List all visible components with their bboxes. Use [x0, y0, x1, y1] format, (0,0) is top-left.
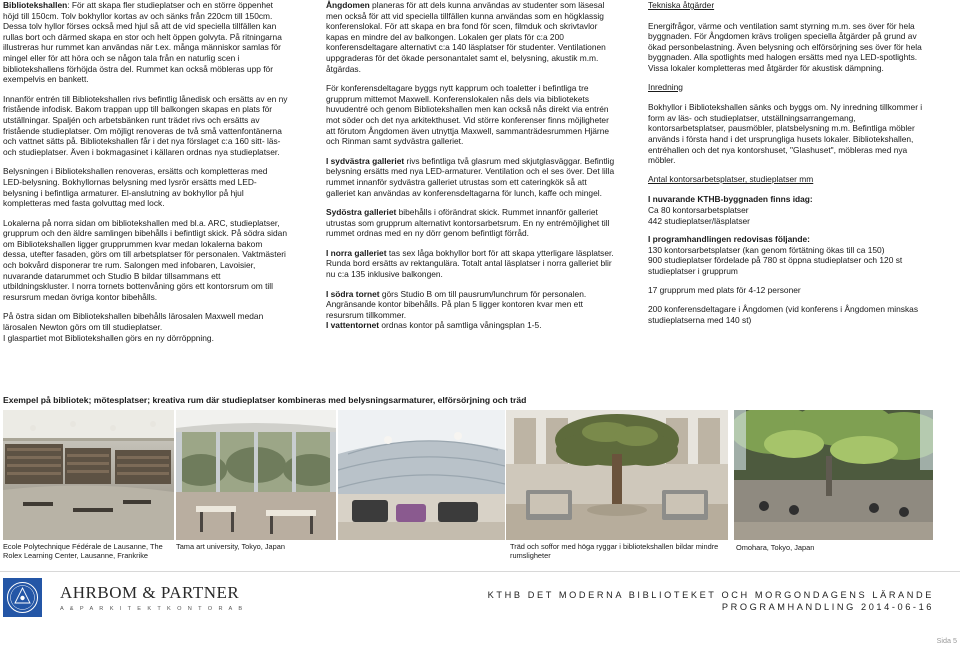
page-number: Sida 5 — [936, 636, 957, 645]
text-column-1 — [3, 0, 288, 352]
paragraph-sodra-tornet: I södra tornet görs Studio B om till pausrum/lunchrum för personalen. Angränsande kontor bibehålls. På plan 5 ligger kontoren kvar men ett resursrum tillkommer. — [326, 288, 587, 320]
brand-name: AHRBOM & PARTNER — [60, 583, 240, 602]
paragraph: Belysningen i Bibliotekshallen renoveras, ersätts och kompletteras med LED-belysning. Bokhyllornas belysning med lysrör ersätts med LED-belysning i befintliga armaturer. El-anslutning av bokhyllor på hjul kompletteras med fasta golvuttag med lock. — [3, 166, 268, 209]
stats-line: Ca 80 kontorsarbetsplatser — [648, 204, 749, 215]
paragraph-angdomen: Ångdomen planeras för att dels kunna användas av studenter som läsesal men också för att vid speciella tillfällen kunna användas som en högklassig konferenslokal. För att skapa en bra fond för scen, filmduk och skrivtavlor kapas en mindre del av balkongen. Lokalen ger plats för c:a 200 konferensdeltagare alternativt c:a 140 läsplatser för studenter. Ventilationen uppgraderas för det ökade personantalet samt el, belysning, akustik m.m. åtgärdas. — [326, 0, 606, 74]
paragraph-lead: I sydvästra galleriet — [326, 155, 405, 166]
paragraph-lead: I vattentornet — [326, 320, 380, 331]
photo-tama-art-university — [176, 410, 336, 540]
project-title-line: KTHB DET MODERNA BIBLIOTEKET OCH MORGONDAGENS LÄRANDE — [487, 590, 934, 600]
stats-title: I nuvarande KTHB-byggnaden finns idag: — [648, 194, 813, 205]
stats-line: 900 studieplatser fördelade på 780 st öppna studieplatser och 120 st studieplatser i grupprum — [648, 255, 903, 276]
caption-photo-5: Omohara, Tokyo, Japan — [736, 543, 815, 552]
photo-row — [0, 410, 960, 540]
paragraph-sydostra-galleriet: Sydöstra galleriet bibehålls i oförändrat skick. Rummet innanför galleriet utrustas som grupprum alternativt kontorsarbetsrum. En ny entrémöjlighet till rummet ordnas med en ny dörr genom befintligt förråd. — [326, 207, 610, 239]
stats-line: 17 grupprum med plats för 4-12 personer — [648, 285, 801, 296]
project-title — [488, 589, 934, 613]
paragraph-lead: Sydöstra galleriet — [326, 207, 397, 218]
stats-line: 442 studieplatser/läsplatser — [648, 215, 750, 226]
paragraph-lead: I södra tornet — [326, 288, 380, 299]
heading-inredning: Inredning — [648, 81, 683, 92]
paragraph-norra-galleriet: I norra galleriet tas sex låga bokhyllor bort för att skapa ytterligare läsplatser. Runda bord ersätts av rektangulära. Totalt antal läsplatser i norra galleriet blir nu c:a 135 inklusive balkongen. — [326, 247, 614, 280]
paragraph: För konferensdeltagare byggs nytt kapprum och toaletter i befintliga tre grupprum mittemot Maxwell. Konferenslokalen nås dels via bibliotekets huvudentré och genom Bibliotekshallen men kan också nås direkt via entrén mot söder och det nya arkitekthuset. Vid större konferenser finns möjligheter att förutom Ångdomen även utnyttja Maxwell, sammanträdesrummen Hjärne och Rinman samt sydvästra galleriet. — [326, 83, 610, 147]
caption-photo-2: Tama art university, Tokyo, Japan — [176, 542, 285, 551]
caption-photo-4: Träd och soffor med höga ryggar i bibliotekshallen bildar mindre rumsligheter — [510, 542, 719, 561]
heading-tekniska-atgarder: Tekniska åtgärder — [648, 0, 715, 10]
examples-heading: Exempel på bibliotek; mötesplatser; kreativa rum där studieplatser kombineras med belysningsarmaturer, elförsörjning och träd — [3, 395, 527, 405]
text-column-3 — [648, 0, 928, 333]
photo-rolex-interior — [338, 410, 505, 540]
paragraph: Bokhyllor i Bibliotekshallen sänks och byggs om. Ny inredning tillkommer i form av läs- och studieplatser, utställningsarrangemang, kontorsarbetsplatser, pausmöbler, platsbelysning m.m. Befintliga möbler används i första hand i det ursprungliga husets lokaler. Bibliotekshallen, entréhallen och det nya kontorshuset, "Glashuset", möbleras med nya möbler. — [648, 102, 923, 166]
photo-omohara — [734, 410, 933, 540]
photo-rolex-learning-center — [3, 410, 174, 540]
stats-line: 200 konferensdeltagare i Ångdomen (vid konferens i Ångdomen minskas studieplatserna med 140 st) — [648, 304, 919, 325]
paragraph-bibliotekshallen: Bibliotekshallen: För att skapa fler studieplatser och en större öppenhet höjd till 150cm. Tolv bokhyllor kortas av och sänks från 220cm till 150cm. Dessa tolv hyllor förses också med hjul så att de vid speciella tillfällen kan rullas bort och därmed skapa en stor och helt öppen golvyta. På ritningarna illustreras hur rummet kan användas när t.ex. många människor samlas för mingel eller för att höra och se någon tala från en naturlig scen i bibliotekshallens förhöjda östra del. Rummet kan också möbleras upp för exempelvis en bankett. — [3, 0, 282, 85]
stats-line: 130 kontorsarbetsplatser (kan genom förtätning ökas till ca 150) — [648, 244, 885, 255]
paragraph: I glaspartiet mot Bibliotekshallen görs en ny dörröppning. — [3, 332, 214, 343]
paragraph: Innanför entrén till Bibliotekshallen rivs befintlig lånedisk och ersätts av en ny fristående infodisk. Bakom trappan upp till balkongen skapas en plats för utställningar. Spaljén och arbetsbänken runt trädet rivs och ersätts av fristående studieplatser. Om möjligt renoveras de två små vattenfontänerna och vattnet sätts på. Bibliotekshallen får i det nya förslaget c:a 160 sitt- läs- och studieplatser. Även i bokmagasinet i källaren ordnas nya studieplatser. — [3, 93, 288, 157]
project-title-date: PROGRAMHANDLING 2014-06-16 — [721, 602, 934, 612]
paragraph: På östra sidan om Bibliotekshallen bibehålls lärosalen Maxwell medan lärosalen Newton görs om till studieplatser. — [3, 311, 264, 333]
stats-title: I programhandlingen redovisas följande: — [648, 234, 810, 245]
kth-seal-logo — [3, 578, 42, 617]
text-column-2 — [326, 0, 616, 340]
paragraph-lead: Bibliotekshallen — [3, 0, 68, 10]
footer-divider — [0, 571, 960, 572]
photo-bibliotekshallen-tree — [506, 410, 728, 540]
brand-subtitle: A & P A R K I T E K T K O N T O R A B — [60, 606, 245, 612]
stats-program — [648, 234, 928, 276]
paragraph-sydvastra-galleriet: I sydvästra galleriet rivs befintliga två glasrum med skjutglasväggar. Befintlig belysning ersätts med nya LED-armaturer. Ventilation och el ses över. Det lilla rummet innanför sydvästra galleriet utrustas som ett cateringkök så att galleriet kan användas av konferensdeltagarna för lunch, kaffe och mingel. — [326, 155, 615, 198]
stats-current — [648, 194, 928, 226]
paragraph: Lokalerna på norra sidan om bibliotekshallen med bl.a. ARC, studieplatser, grupprum och den äldre samlingen bibehålls i befintligt skick. På södra sidan om Bibliotekshallen ligger grupprummen kvar medan lokalerna bakom dessa, utefter fasaden, görs om till arbetsplatser för personalen. Vaktmästeri och bokvård disponerar tre rum. Salongen med infobaren, Lavoisier, nuvarande datarummet och Studio B bildar tillsammans ett utbildningskluster. I norra tornets bottenvåning görs ett kontorsrum om till resursrum medan övriga kontor bibehålls. — [3, 217, 287, 302]
brand-ahrbom-partner — [60, 583, 244, 612]
caption-photo-1: Ecole Polytechnique Fédérale de Lausanne, The Rolex Learning Center, Lausanne, Frankrike — [3, 542, 163, 561]
paragraph-lead: I norra galleriet — [326, 247, 387, 258]
paragraph-lead: Ångdomen — [326, 0, 370, 10]
paragraph: Energifrågor, värme och ventilation samt styrning m.m. ses över för hela byggnaden. För Ångdomen krävs troligen speciella åtgärder på grund av ökad personbelastning. Även belysning och elförsörjning ses över för hela byggnaden. Alla spotlights med halogen ersätts med nya LED-spotlights. Vissa lokaler kompletteras med åtgärder för akustisk dämpning. — [648, 20, 922, 73]
heading-antal-platser: Antal kontorsarbetsplatser, studieplatser mm — [648, 173, 814, 184]
paragraph-vattentornet: I vattentornet ordnas kontor på samtliga våningsplan 1-5. — [326, 320, 542, 331]
